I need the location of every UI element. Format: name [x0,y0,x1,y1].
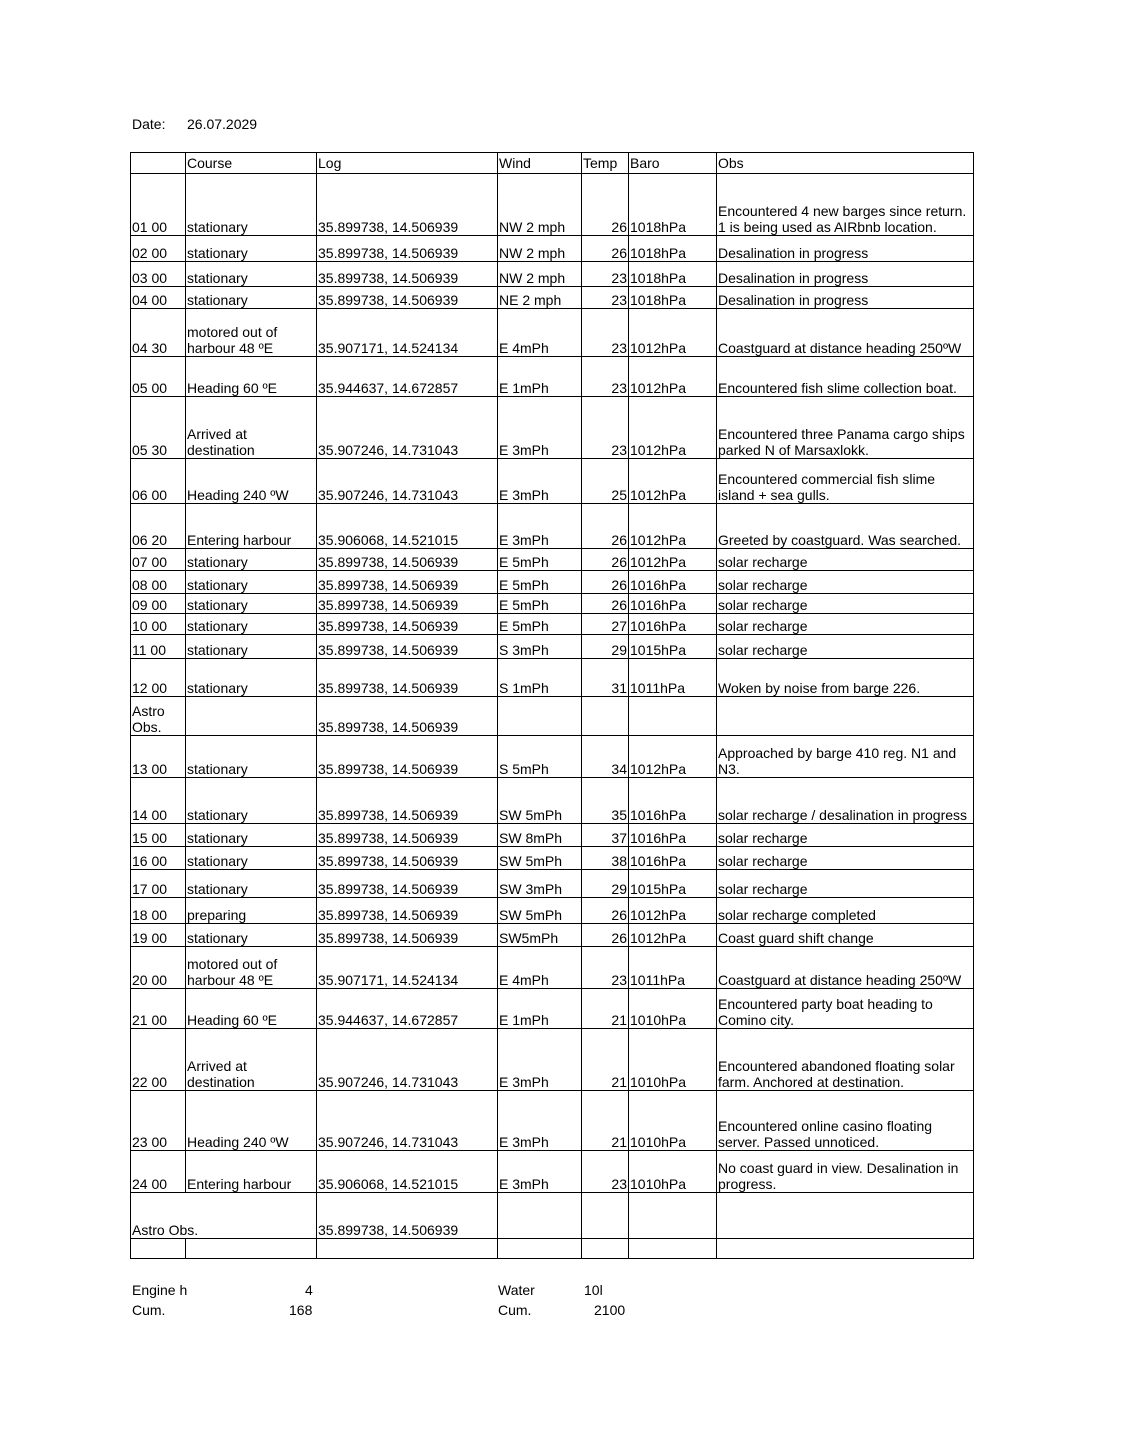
cell-log: 35.899738, 14.506939 [317,898,498,924]
table-row [131,236,974,262]
cell-time: 17 00 [131,870,186,898]
cell-log: 35.899738, 14.506939 [317,571,498,594]
cell-time: Astro Obs. [131,1193,317,1239]
cell-course: stationary [186,924,317,947]
cell-temp: 26 [582,549,629,571]
cell-time: 09 00 [131,594,186,614]
table-row [131,1029,974,1091]
cell-baro [629,1193,717,1239]
cell-log: 35.907171, 14.524134 [317,309,498,357]
cell-time: 16 00 [131,847,186,870]
col-header-course: Course [186,153,317,174]
cell-baro: 1010hPa [629,989,717,1029]
table-row [131,659,974,697]
cell-baro: 1012hPa [629,309,717,357]
cell-baro: 1012hPa [629,924,717,947]
cell-baro: 1018hPa [629,262,717,287]
cell-wind [498,1239,582,1259]
cell-temp: 21 [582,1029,629,1091]
cell-baro: 1012hPa [629,397,717,459]
cell-course: Heading 240 ºW [186,459,317,504]
cell-time: 01 00 [131,174,186,236]
cell-log: 35.907246, 14.731043 [317,1029,498,1091]
table-row [131,262,974,287]
col-header-temp: Temp [582,153,629,174]
cell-temp: 23 [582,947,629,989]
cell-temp: 23 [582,287,629,309]
cell-time: 23 00 [131,1091,186,1151]
cell-time: 24 00 [131,1151,186,1193]
cell-baro: 1012hPa [629,549,717,571]
cell-course: stationary [186,614,317,635]
table-row [131,870,974,898]
cell-course: stationary [186,635,317,659]
cell-time: 06 00 [131,459,186,504]
cell-time: Astro Obs. [131,697,186,736]
cell-course: motored out of harbour 48 ºE [186,309,317,357]
cell-obs: solar recharge [717,614,974,635]
table-row [131,697,974,736]
cell-course: stationary [186,736,317,778]
cell-log: 35.899738, 14.506939 [317,847,498,870]
cell-wind: E 3mPh [498,504,582,549]
cell-obs [717,1193,974,1239]
cell-course: stationary [186,549,317,571]
cell-course: Heading 60 ºE [186,357,317,397]
table-row [131,357,974,397]
cell-temp: 27 [582,614,629,635]
cell-temp: 23 [582,397,629,459]
cell-obs: solar recharge completed [717,898,974,924]
cell-obs: Desalination in progress [717,236,974,262]
cell-wind: E 3mPh [498,1029,582,1091]
cell-obs: solar recharge [717,847,974,870]
table-row [131,778,974,824]
col-header-time [131,153,186,174]
cell-log [317,1239,498,1259]
cell-wind: SW 8mPh [498,824,582,847]
cell-wind [498,697,582,736]
cell-temp: 29 [582,635,629,659]
cell-log: 35.899738, 14.506939 [317,287,498,309]
cell-wind: E 4mPh [498,947,582,989]
cell-log: 35.899738, 14.506939 [317,635,498,659]
table-row [131,309,974,357]
cell-obs: Encountered abandoned floating solar farm. Anchored at destination. [717,1029,974,1091]
col-header-obs: Obs [717,153,974,174]
cell-temp: 26 [582,594,629,614]
cell-log: 35.899738, 14.506939 [317,924,498,947]
cell-wind: NW 2 mph [498,262,582,287]
cell-baro: 1016hPa [629,778,717,824]
table-row [131,459,974,504]
cell-temp: 35 [582,778,629,824]
cell-log: 35.907246, 14.731043 [317,1091,498,1151]
cell-obs: Encountered party boat heading to Comino city. [717,989,974,1029]
header-row [131,153,974,174]
cell-time: 11 00 [131,635,186,659]
cell-log: 35.899738, 14.506939 [317,778,498,824]
cell-log: 35.899738, 14.506939 [317,736,498,778]
cell-wind: SW 5mPh [498,898,582,924]
cell-course: stationary [186,870,317,898]
cell-log: 35.944637, 14.672857 [317,357,498,397]
cell-obs: solar recharge [717,824,974,847]
cell-obs: solar recharge [717,549,974,571]
cell-temp: 21 [582,1091,629,1151]
cell-baro: 1015hPa [629,870,717,898]
log-body [131,174,974,1259]
col-header-log: Log [317,153,498,174]
cell-temp [582,697,629,736]
cell-obs: Coastguard at distance heading 250ºW [717,309,974,357]
cell-time: 05 00 [131,357,186,397]
cell-baro: 1016hPa [629,614,717,635]
cell-temp: 37 [582,824,629,847]
cell-obs: Coast guard shift change [717,924,974,947]
cell-course: Heading 240 ºW [186,1091,317,1151]
cell-obs: solar recharge [717,594,974,614]
cell-wind: E 5mPh [498,614,582,635]
cell-temp: 34 [582,736,629,778]
cell-course: stationary [186,236,317,262]
cell-baro: 1011hPa [629,659,717,697]
cell-baro: 1016hPa [629,571,717,594]
cell-wind: SW 5mPh [498,778,582,824]
cell-time: 07 00 [131,549,186,571]
cell-wind: SW5mPh [498,924,582,947]
cell-obs: Encountered commercial fish slime island + sea gulls. [717,459,974,504]
table-row [131,594,974,614]
cell-course: stationary [186,594,317,614]
water-cum-label: Cum. [498,1302,532,1318]
cell-course: stationary [186,824,317,847]
cell-obs: Encountered online casino floating server. Passed unnoticed. [717,1091,974,1151]
cell-course: Entering harbour [186,1151,317,1193]
cell-log: 35.899738, 14.506939 [317,870,498,898]
table-row [131,947,974,989]
cell-baro: 1016hPa [629,824,717,847]
cell-log: 35.907171, 14.524134 [317,947,498,989]
cell-course: stationary [186,847,317,870]
cell-baro: 1010hPa [629,1029,717,1091]
cell-wind: SW 5mPh [498,847,582,870]
cell-wind: S 1mPh [498,659,582,697]
table-row [131,287,974,309]
cell-wind: SW 3mPh [498,870,582,898]
cell-time: 10 00 [131,614,186,635]
cell-baro: 1012hPa [629,357,717,397]
table-row [131,1239,974,1259]
cell-temp: 23 [582,1151,629,1193]
cell-log: 35.899738, 14.506939 [317,697,498,736]
cell-temp: 31 [582,659,629,697]
cell-temp [582,1193,629,1239]
engine-hours-label: Engine h [132,1282,188,1298]
cell-log: 35.906068, 14.521015 [317,1151,498,1193]
cell-course: stationary [186,174,317,236]
cell-time: 21 00 [131,989,186,1029]
cell-time: 14 00 [131,778,186,824]
cell-baro: 1015hPa [629,635,717,659]
cell-log: 35.899738, 14.506939 [317,236,498,262]
cell-baro: 1018hPa [629,174,717,236]
cell-baro: 1016hPa [629,847,717,870]
table-row [131,1151,974,1193]
cell-obs: Encountered three Panama cargo ships parked N of Marsaxlokk. [717,397,974,459]
cell-baro: 1012hPa [629,736,717,778]
cell-wind: E 3mPh [498,397,582,459]
table-row [131,397,974,459]
cell-temp: 26 [582,504,629,549]
cell-course: Arrived at destination [186,397,317,459]
cell-obs: Desalination in progress [717,262,974,287]
cell-obs: Encountered fish slime collection boat. [717,357,974,397]
cell-log: 35.899738, 14.506939 [317,262,498,287]
cell-time: 05 30 [131,397,186,459]
cell-log: 35.899738, 14.506939 [317,549,498,571]
table-row [131,571,974,594]
cell-wind: S 3mPh [498,635,582,659]
cell-log: 35.899738, 14.506939 [317,614,498,635]
cell-wind: NW 2 mph [498,174,582,236]
cell-obs: solar recharge [717,571,974,594]
col-header-wind: Wind [498,153,582,174]
table-row [131,614,974,635]
date-value: 26.07.2029 [187,116,258,132]
cell-obs: Greeted by coastguard. Was searched. [717,504,974,549]
table-row [131,504,974,549]
cell-log: 35.906068, 14.521015 [317,504,498,549]
cell-temp: 23 [582,309,629,357]
table-row [131,924,974,947]
cell-wind: S 5mPh [498,736,582,778]
cell-time: 15 00 [131,824,186,847]
cell-course: Heading 60 ºE [186,989,317,1029]
cell-wind: NE 2 mph [498,287,582,309]
table-row [131,898,974,924]
cell-wind: E 1mPh [498,989,582,1029]
cell-time: 03 00 [131,262,186,287]
table-row [131,989,974,1029]
cell-baro: 1012hPa [629,898,717,924]
cell-course: stationary [186,778,317,824]
cell-baro: 1012hPa [629,459,717,504]
cell-temp: 29 [582,870,629,898]
cell-time: 06 20 [131,504,186,549]
cell-time: 20 00 [131,947,186,989]
cell-time: 02 00 [131,236,186,262]
table-row [131,736,974,778]
cell-wind [498,1193,582,1239]
date-line [132,116,257,132]
cell-baro: 1011hPa [629,947,717,989]
cell-time: 08 00 [131,571,186,594]
table-row [131,824,974,847]
cell-temp: 21 [582,989,629,1029]
table-row [131,847,974,870]
cell-baro: 1016hPa [629,594,717,614]
date-label: Date: [132,116,166,132]
cell-log: 35.899738, 14.506939 [317,659,498,697]
cell-baro: 1010hPa [629,1151,717,1193]
cell-temp: 23 [582,357,629,397]
cell-wind: NW 2 mph [498,236,582,262]
cell-log: 35.907246, 14.731043 [317,459,498,504]
cell-course: stationary [186,659,317,697]
cell-temp: 26 [582,236,629,262]
cell-baro: 1012hPa [629,504,717,549]
cell-obs: solar recharge [717,635,974,659]
cell-wind: E 5mPh [498,549,582,571]
cell-obs: Coastguard at distance heading 250ºW [717,947,974,989]
cell-baro: 1010hPa [629,1091,717,1151]
cell-course: preparing [186,898,317,924]
cell-time: 12 00 [131,659,186,697]
table-row [131,549,974,571]
cell-obs: Desalination in progress [717,287,974,309]
cell-course [186,697,317,736]
engine-hours-value: 4 [305,1282,313,1298]
cell-time: 22 00 [131,1029,186,1091]
engine-cum-value: 168 [289,1302,313,1318]
cell-wind: E 5mPh [498,571,582,594]
cell-course: motored out of harbour 48 ºE [186,947,317,989]
cell-time [131,1239,186,1259]
cell-time: 18 00 [131,898,186,924]
cell-course: stationary [186,262,317,287]
cell-time: 19 00 [131,924,186,947]
cell-baro: 1018hPa [629,236,717,262]
cell-baro: 1018hPa [629,287,717,309]
cell-wind: E 4mPh [498,309,582,357]
cell-obs: No coast guard in view. Desalination in progress. [717,1151,974,1193]
cell-temp: 26 [582,924,629,947]
cell-wind: E 3mPh [498,1091,582,1151]
cell-time: 04 30 [131,309,186,357]
cell-log: 35.899738, 14.506939 [317,1193,498,1239]
cell-obs: Encountered 4 new barges since return. 1 is being used as AIRbnb location. [717,174,974,236]
cell-wind: E 3mPh [498,1151,582,1193]
cell-log: 35.944637, 14.672857 [317,989,498,1029]
cell-temp: 38 [582,847,629,870]
water-label: Water [498,1282,535,1298]
cell-course: stationary [186,287,317,309]
cell-obs: solar recharge [717,870,974,898]
cell-course: stationary [186,571,317,594]
cell-temp: 23 [582,262,629,287]
cell-log: 35.899738, 14.506939 [317,174,498,236]
cell-obs [717,697,974,736]
water-cum-value: 2100 [594,1302,626,1318]
cell-log: 35.899738, 14.506939 [317,594,498,614]
table-row [131,174,974,236]
cell-temp: 26 [582,571,629,594]
cell-obs: solar recharge / desalination in progress [717,778,974,824]
engine-cum-label: Cum. [132,1302,166,1318]
cell-log: 35.907246, 14.731043 [317,397,498,459]
cell-wind: E 1mPh [498,357,582,397]
table-row [131,1193,974,1239]
cell-wind: E 5mPh [498,594,582,614]
cell-obs [717,1239,974,1259]
cell-obs: Woken by noise from barge 226. [717,659,974,697]
cell-wind: E 3mPh [498,459,582,504]
cell-time: 13 00 [131,736,186,778]
water-value: 10l [584,1282,603,1298]
cell-course [186,1239,317,1259]
logbook-table [130,152,974,1259]
cell-temp: 25 [582,459,629,504]
cell-obs: Approached by barge 410 reg. N1 and N3. [717,736,974,778]
cell-log: 35.899738, 14.506939 [317,824,498,847]
cell-course: Arrived at destination [186,1029,317,1091]
cell-temp: 26 [582,174,629,236]
cell-temp: 26 [582,898,629,924]
cell-time: 04 00 [131,287,186,309]
cell-baro [629,1239,717,1259]
table-row [131,635,974,659]
cell-temp [582,1239,629,1259]
table-row [131,1091,974,1151]
col-header-baro: Baro [629,153,717,174]
cell-baro [629,697,717,736]
cell-course: Entering harbour [186,504,317,549]
